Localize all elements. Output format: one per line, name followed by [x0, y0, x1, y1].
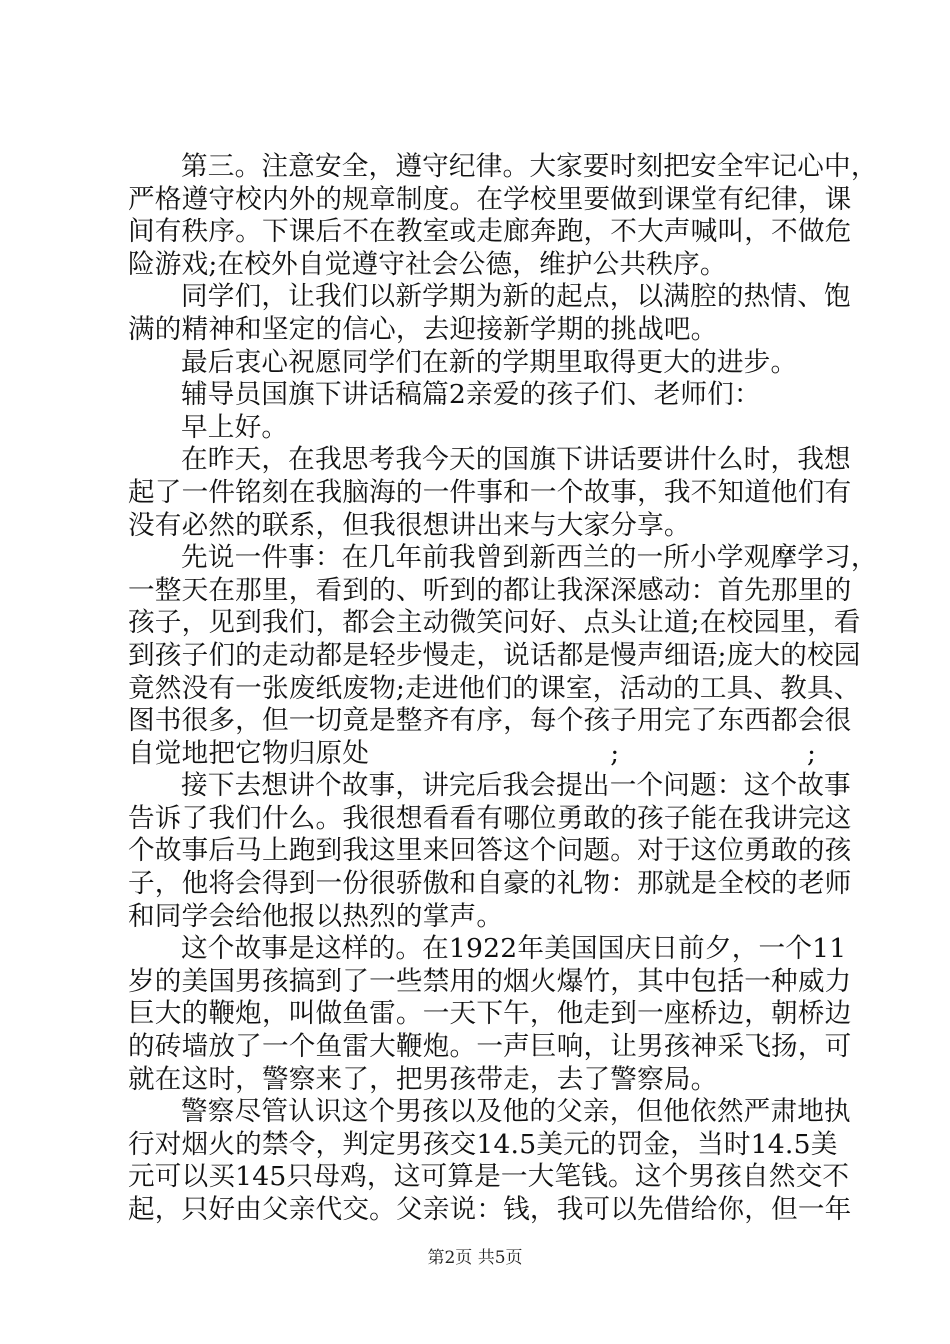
text-line: 个故事后马上跑到我这里来回答这个问题。对于这位勇敢的孩 — [128, 835, 852, 867]
text-line: 行对烟火的禁令，判定男孩交14.5美元的罚金，当时14.5美 — [128, 1128, 838, 1160]
paragraph — [128, 379, 838, 412]
text-line: 巨大的鞭炮，叫做鱼雷。一天下午，他走到一座桥边，朝桥边 — [128, 998, 852, 1030]
text-line: 子，他将会得到一份很骄傲和自豪的礼物：那就是全校的老师 — [128, 868, 852, 900]
paragraph — [128, 347, 838, 380]
text-line: 这个故事是这样的。在1922年美国国庆日前夕，一个11 — [181, 933, 847, 965]
text-line: 告诉了我们什么。我很想看看有哪位勇敢的孩子能在我讲完这 — [128, 802, 852, 834]
text-line: 最后衷心祝愿同学们在新的学期里取得更大的进步。 — [181, 346, 798, 378]
text-line: 一整天在那里，看到的、听到的都让我深深感动：首先那里的 — [128, 574, 852, 606]
text-line: 没有必然的联系，但我很想讲出来与大家分享。 — [128, 509, 691, 541]
paragraph — [128, 1096, 852, 1226]
paragraph — [128, 281, 851, 346]
paragraph — [128, 444, 852, 542]
text-line: 就在这时，警察来了，把男孩带走，去了警察局。 — [128, 1063, 718, 1095]
text-line: 元可以买145只母鸡，这可算是一大笔钱。这个男孩自然交不 — [128, 1161, 850, 1193]
text-line: 辅导员国旗下讲话稿篇2亲爱的孩子们、老师们： — [181, 379, 761, 411]
paragraph — [128, 542, 878, 770]
paragraph — [128, 770, 852, 933]
text-line: 在昨天，在我思考我今天的国旗下讲话要讲什么时，我想 — [181, 444, 851, 476]
text-line: 的砖墙放了一个鱼雷大鞭炮。一声巨响，让男孩神采飞扬，可 — [128, 1031, 852, 1063]
text-line: 早上好。 — [181, 411, 289, 443]
text-line: 到孩子们的走动都是轻步慢走，说话都是慢声细语;庞大的校园 — [128, 639, 861, 671]
text-line: 起，只好由父亲代交。父亲说：钱，我可以先借给你，但一年 — [128, 1194, 852, 1225]
text-line: 图书很多，但一切竟是整齐有序，每个孩子用完了东西都会很 — [128, 705, 852, 737]
text-line: 第三。注意安全，遵守纪律。大家要时刻把安全牢记心中， — [181, 151, 878, 182]
text-line: 间有秩序。下课后不在教室或走廊奔跑，不大声喊叫，不做危 — [128, 216, 852, 248]
text-line: 起了一件铭刻在我脑海的一件事和一个故事，我不知道他们有 — [128, 476, 852, 508]
text-line: 接下去想讲个故事，讲完后我会提出一个问题：这个故事 — [181, 770, 851, 802]
text-line: 岁的美国男孩搞到了一些禁用的烟火爆竹，其中包括一种威力 — [128, 965, 852, 997]
text-line: 孩子，见到我们，都会主动微笑问好、点头让道;在校园里，看 — [128, 607, 861, 639]
text-line: 满的精神和坚定的信心，去迎接新学期的挑战吧。 — [128, 313, 718, 345]
paragraph — [128, 412, 838, 445]
text-line: 竟然没有一张废纸废物;走进他们的课室，活动的工具、教具、 — [128, 672, 861, 704]
text-line: 险游戏;在校外自觉遵守社会公德，维护公共秩序。 — [128, 248, 727, 280]
text-line: 先说一件事：在几年前我曾到新西兰的一所小学观摩学习， — [181, 542, 878, 574]
text-line: 严格遵守校内外的规章制度。在学校里要做到课堂有纪律，课 — [128, 183, 852, 215]
paragraph — [128, 933, 852, 1096]
text-line: 和同学会给他报以热烈的掌声。 — [128, 900, 504, 932]
text-line: 自觉地把它物归原处 ; ; — [128, 737, 817, 769]
document-body — [128, 151, 878, 1227]
paragraph — [128, 151, 878, 281]
page-footer: 第2页 共5页 — [427, 1248, 523, 1268]
text-line: 同学们，让我们以新学期为新的起点，以满腔的热情、饱 — [181, 281, 851, 313]
text-line: 警察尽管认识这个男孩以及他的父亲，但他依然严肃地执 — [181, 1096, 851, 1128]
